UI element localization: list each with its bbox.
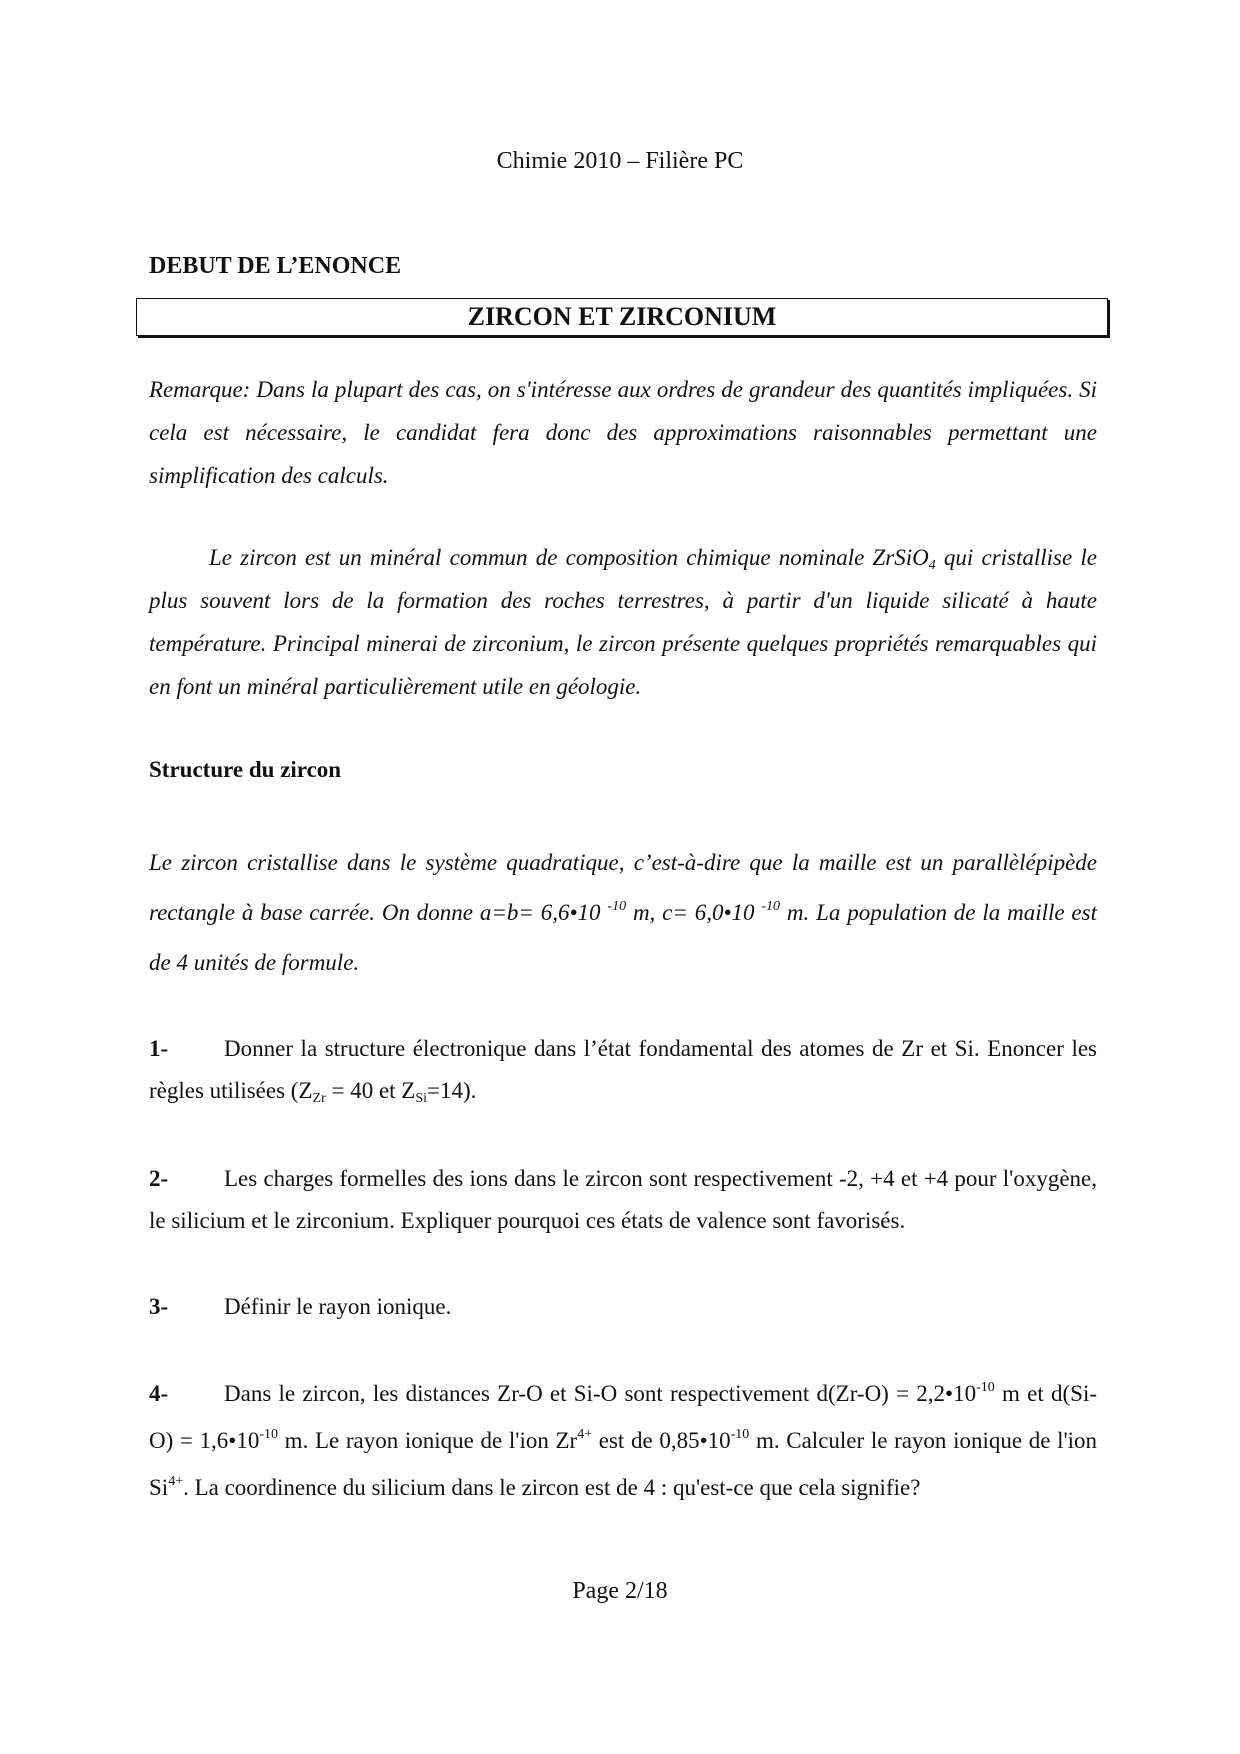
structure-text-3: m. La population de la maille est de 4 unités de formule. [149,900,1097,975]
question-4-exponent-4: -10 [730,1427,750,1442]
question-3 [149,1286,1097,1328]
structure-text-1: Le zircon cristallise dans le système quadratique, c’est-à-dire que la maille est un parallèlépipède rectangle à base carrée. On donne a=b= 6,6•10 [149,850,1097,925]
question-2 [149,1158,1097,1242]
structure-text-2: m, c= 6,0•10 [626,900,762,925]
remark-paragraph: Remarque: Dans la plupart des cas, on s'intéresse aux ordres de grandeur des quantités impliquées. Si cela est nécessaire, le candidat fera donc des approximations raisonnables permettant une simplification des calculs. [149,377,1097,488]
question-4-text-4: est de 0,85•10 [592,1428,731,1453]
question-4-text-1: Dans le zircon, les distances Zr-O et Si-O sont respectivement d(Zr-O) = 2,2•10 [224,1381,977,1406]
question-2-text: Les charges formelles des ions dans le zircon sont respectivement -2, +4 et +4 pour l'oxygène, le silicium et le zirconium. Expliquer pourquoi ces états de valence sont favorisés. [149,1166,1097,1233]
question-4-text-5: m. Calculer le rayon ionique de l'ion Si [149,1428,1098,1500]
question-number: 2- [149,1166,169,1191]
question-1 [149,1028,1097,1112]
question-4-text-3: m. Le rayon ionique de l'ion Zr [278,1428,578,1453]
section-start-heading: DEBUT DE L’ENONCE [149,253,402,279]
question-1-subscript-2: Si [415,1091,428,1106]
question-1-subscript-1: Zr [312,1091,326,1106]
question-number: 1- [149,1036,169,1061]
question-4-exponent-2: -10 [259,1427,279,1442]
structure-exponent-2: -10 [761,899,781,914]
structure-exponent-1: -10 [607,899,627,914]
page-number: Page 2/18 [572,1578,668,1604]
question-3-text: Définir le rayon ionique. [224,1294,452,1319]
question-4-text-2: m et d(Si-O) = 1,6•10 [149,1381,1098,1453]
question-4-exponent-5: 4+ [168,1474,184,1489]
question-4 [149,1370,1097,1511]
question-4-exponent-3: 4+ [577,1427,593,1442]
question-1-text-3: =14). [427,1078,477,1103]
page-header: Chimie 2010 – Filière PC [496,148,744,174]
question-1-text-1: Donner la structure électronique dans l’état fondamental des atomes de Zr et Si. Enoncer les règles utilisées (Z [149,1036,1097,1103]
intro-text-2: qui cristallise le plus souvent lors de la formation des roches terrestres, à partir d'un liquide silicaté à haute température. Principal minerai de zirconium, le zircon présente quelques propriétés remarquables qui en font un minéral particulièrement utile en géologie. [149,545,1097,699]
question-4-text-6: . La coordinence du silicium dans le zircon est de 4 : qu'est-ce que cela signifie? [183,1475,921,1500]
document-title-box [136,298,1108,336]
document-title: ZIRCON ET ZIRCONIUM [467,302,777,331]
intro-subscript: 4 [928,558,936,573]
question-number: 3- [149,1294,169,1319]
intro-paragraph [149,536,1097,708]
structure-paragraph [149,838,1097,988]
question-number: 4- [149,1381,169,1406]
intro-text-1: Le zircon est un minéral commun de composition chimique nominale ZrSiO [209,545,929,570]
question-1-text-2: = 40 et Z [325,1078,416,1103]
question-4-exponent-1: -10 [976,1380,995,1395]
section-title: Structure du zircon [149,757,342,782]
